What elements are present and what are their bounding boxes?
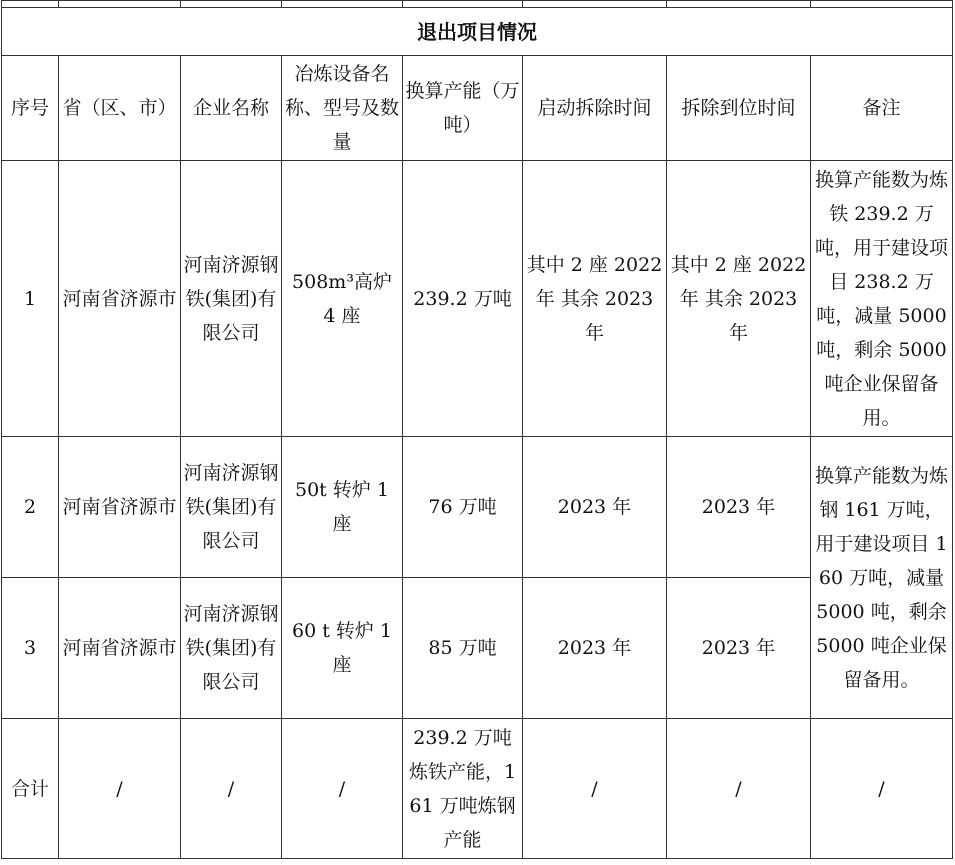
- table-row: [2, 161, 953, 437]
- total-capacity: 239.2 万吨炼铁产能，161 万吨炼钢产能: [403, 719, 523, 859]
- table-title: 退出项目情况: [2, 8, 953, 56]
- cell-capacity: 239.2 万吨: [403, 161, 523, 437]
- cell-start-time: 2023 年: [523, 578, 667, 719]
- cell-remark-shared: 换算产能数为炼钢 161 万吨，用于建设项目 160 万吨，减量 5000 吨，剩余 5000 吨企业保留备用。: [811, 437, 953, 719]
- header-complete-time: 拆除到位时间: [667, 56, 811, 161]
- header-company: 企业名称: [181, 56, 282, 161]
- total-remark: /: [811, 719, 953, 859]
- total-company: /: [181, 719, 282, 859]
- cell-remark: 换算产能数为炼铁 239.2 万吨，用于建设项目 238.2 万吨，减量 5000 吨，剩余 5000 吨企业保留备用。: [811, 161, 953, 437]
- cell-province: 河南省济源市: [59, 161, 181, 437]
- table-row: [2, 437, 953, 578]
- table-header-row: [2, 56, 953, 161]
- exit-projects-table: [1, 0, 953, 859]
- header-capacity: 换算产能（万吨）: [403, 56, 523, 161]
- cell-seq: 2: [2, 437, 59, 578]
- cell-complete-time: 其中 2 座 2022 年 其余 2023 年: [667, 161, 811, 437]
- cell-seq: 3: [2, 578, 59, 719]
- cell-start-time: 其中 2 座 2022 年 其余 2023 年: [523, 161, 667, 437]
- header-remark: 备注: [811, 56, 953, 161]
- header-province: 省（区、市）: [59, 56, 181, 161]
- cell-company: 河南济源钢铁(集团)有限公司: [181, 161, 282, 437]
- total-complete-time: /: [667, 719, 811, 859]
- total-equipment: /: [282, 719, 403, 859]
- cell-equipment: 508m³高炉 4 座: [282, 161, 403, 437]
- table-row: [2, 578, 953, 719]
- cell-company: 河南济源钢铁(集团)有限公司: [181, 578, 282, 719]
- total-start-time: /: [523, 719, 667, 859]
- cell-seq: 1: [2, 161, 59, 437]
- total-label: 合计: [2, 719, 59, 859]
- table-title-row: [2, 8, 953, 56]
- header-seq: 序号: [2, 56, 59, 161]
- header-equipment: 冶炼设备名称、型号及数量: [282, 56, 403, 161]
- total-province: /: [59, 719, 181, 859]
- table-total-row: [2, 719, 953, 859]
- cell-capacity: 76 万吨: [403, 437, 523, 578]
- cell-capacity: 85 万吨: [403, 578, 523, 719]
- cell-province: 河南省济源市: [59, 578, 181, 719]
- table-top-strip: [2, 1, 953, 8]
- cell-equipment: 60 t 转炉 1 座: [282, 578, 403, 719]
- cell-equipment: 50t 转炉 1 座: [282, 437, 403, 578]
- cell-complete-time: 2023 年: [667, 578, 811, 719]
- cell-complete-time: 2023 年: [667, 437, 811, 578]
- cell-start-time: 2023 年: [523, 437, 667, 578]
- header-start-time: 启动拆除时间: [523, 56, 667, 161]
- cell-province: 河南省济源市: [59, 437, 181, 578]
- cell-company: 河南济源钢铁(集团)有限公司: [181, 437, 282, 578]
